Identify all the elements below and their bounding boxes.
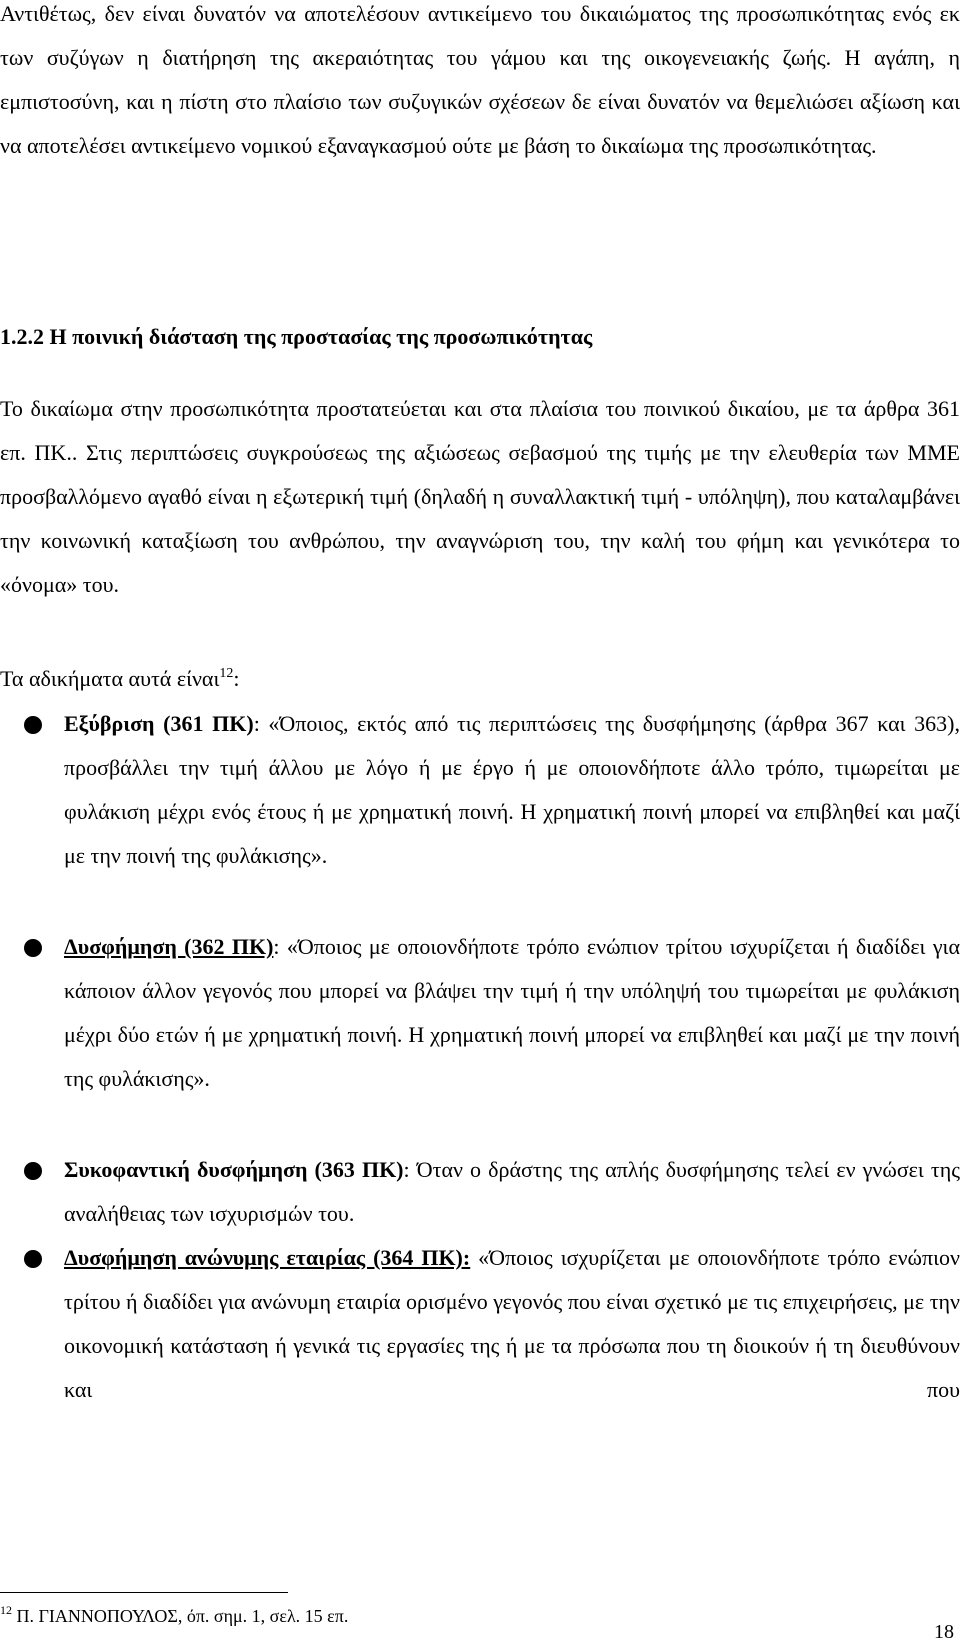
list-item-term: Δυσφήμηση ανώνυμης εταιρίας (364 ΠΚ):: [64, 1245, 471, 1270]
list-item-text: «Όποιος ισχυρίζεται με οποιονδήποτε τρόπο ενώπιον τρίτου ή διαδίδει για ανώνυμη εταιρία ορισμένο γεγονός που είναι σχετικό με τις επιχειρήσεις, με την οικονομική κατάσταση ή γενικά τις εργασίες της ή με τα πρόσωπα που τη διοικούν ή τη διευθύνουν και που: [64, 1245, 960, 1402]
list-item-text: : «Όποιος, εκτός από τις περιπτώσεις της δυσφήμησης (άρθρα 367 και 363), προσβάλλει την τιμή άλλου με λόγο ή με έργο ή με οποιονδήποτε άλλο τρόπο, τιμωρείται με φυλάκιση μέχρι ενός έτους ή με χρηματική ποινή. Η χρηματική ποινή μπορεί να επιβληθεί και μαζί με την ποινή της φυλάκισης».: [64, 711, 960, 868]
list-item-term: Δυσφήμηση (362 ΠΚ): [64, 934, 274, 959]
list-item-term: Εξύβριση (361 ΠΚ): [64, 711, 254, 736]
footnote-divider: [0, 1592, 288, 1593]
section-heading: 1.2.2 Η ποινική διάσταση της προστασίας της προσωπικότητας: [0, 324, 593, 349]
footnote: [0, 1604, 348, 1628]
footnote-reference: 12: [219, 666, 234, 681]
penal-paragraph: Το δικαίωμα στην προσωπικότητα προστατεύεται και στα πλαίσια του ποινικού δικαίου, με τα άρθρα 361 επ. ΠΚ.. Στις περιπτώσεις συγκρούσεως της αξιώσεως σεβασμού της τιμής με την ελευθερία των ΜΜΕ προσβαλλόμενο αγαθό είναι η εξωτερική τιμή (δηλαδή η συναλλακτική τιμή - υπόληψη), που καταλαμβάνει την κοινωνική καταξίωση του ανθρώπου, την αναγνώριση του, την καλή του φήμη και γενικότερα το «όνομα» του.: [0, 396, 960, 597]
page-number: 18: [934, 1621, 954, 1643]
bullet-dot: [24, 716, 42, 734]
list-item-text: : Όταν ο δράστης της απλής δυσφήμησης τελεί εν γνώσει της αναλήθειας των ισχυρισμών του.: [64, 1157, 960, 1226]
offences-intro-text: Τα αδικήματα αυτά είναι: [0, 666, 220, 691]
footnote-text: Π. ΓΙΑΝΝΟΠΟΥΛΟΣ, όπ. σημ. 1, σελ. 15 επ.: [16, 1606, 349, 1626]
bullet-dot: [24, 1162, 42, 1180]
bullet-dot: [24, 939, 42, 957]
list-item-slanderous-defamation: [64, 1148, 960, 1236]
list-item-company-defamation: [64, 1236, 960, 1412]
list-item-defamation: [64, 925, 960, 1101]
offences-intro-colon: :: [233, 666, 240, 691]
offences-intro: [0, 657, 960, 701]
list-item-text: : «Όποιος με οποιονδήποτε τρόπο ενώπιον τρίτου ισχυρίζεται ή διαδίδει για κάποιον άλλον γεγονός που μπορεί να βλάψει την τιμή ή την υπόληψή του τιμωρείται με φυλάκιση μέχρι δύο ετών ή με χρηματική ποινή. Η χρηματική ποινή μπορεί να επιβληθεί και μαζί με την ποινή της φυλάκισης».: [64, 934, 960, 1091]
list-item-insult: [64, 702, 960, 878]
bullet-dot: [24, 1250, 42, 1268]
footnote-number: 12: [0, 1603, 12, 1617]
list-item-term: Συκοφαντική δυσφήμηση (363 ΠΚ): [64, 1157, 404, 1182]
intro-paragraph: Αντιθέτως, δεν είναι δυνατόν να αποτελέσουν αντικείμενο του δικαιώματος της προσωπικότητας ενός εκ των συζύγων η διατήρηση της ακεραιότητας του γάμου και της οικογενειακής ζωής. Η αγάπη, η εμπιστοσύνη, και η πίστη στο πλαίσιο των συζυγικών σχέσεων δε είναι δυνατόν να θεμελιώσει αξίωση και να αποτελέσει αντικείμενο νομικού εξαναγκασμού ούτε με βάση το δικαίωμα της προσωπικότητας.: [0, 1, 960, 158]
